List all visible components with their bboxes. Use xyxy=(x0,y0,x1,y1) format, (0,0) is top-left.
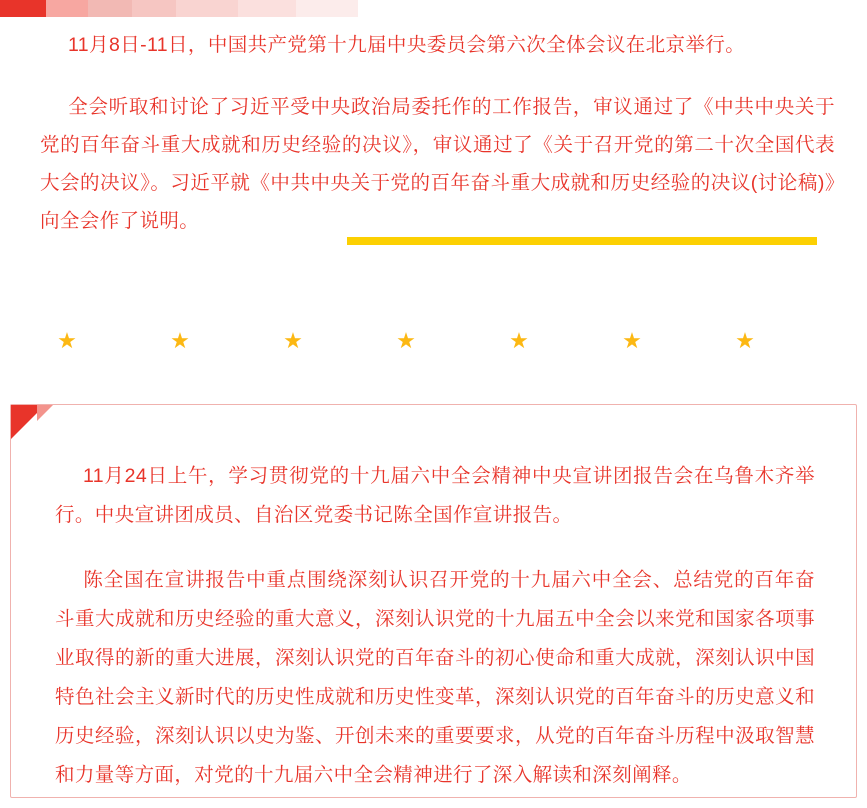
top-ribbon-decoration xyxy=(0,0,358,17)
paragraph-text: 11月8日-11日，中国共产党第十九届中央委员会第六次全体会议在北京举行。 xyxy=(68,34,746,56)
star-divider xyxy=(56,330,756,352)
paragraph xyxy=(55,457,815,535)
star-icon: ★ xyxy=(396,328,416,353)
card-corner-pink-triangle xyxy=(37,405,53,421)
paragraph-text: 陈全国在宣讲报告中重点围绕深刻认识召开党的十九届六中全会、总结党的百年奋斗重大成就和历史经验的重大意义，深刻认识党的十九届五中全会以来党和国家各项事业取得的新的重大进展，深刻认识党的百年奋斗的初心使命和重大成就，深刻认识中国特色社会主义新时代的历史性成就和历史性变革，深刻认识党的百年奋斗的历史意义和历史经验，深刻认识以史为鉴、开创未来的重要要求，从党的百年奋斗历程中汲取智慧和力量等方面，对党的十九届六中全会精神进行了深入解读和深刻阐释。 xyxy=(55,569,815,786)
paragraph xyxy=(40,26,835,64)
paragraph-text: 11月24日上午，学习贯彻党的十九届六中全会精神中央宣讲团报告会在乌鲁木齐举行。中央宣讲团成员、自治区党委书记陈全国作宣讲报告。 xyxy=(55,465,815,526)
top-section xyxy=(0,0,867,392)
bottom-card-body xyxy=(55,457,815,795)
yellow-underline-bar xyxy=(347,237,817,245)
star-icon: ★ xyxy=(283,328,303,353)
star-icon: ★ xyxy=(622,328,642,353)
paragraph-text: 全会听取和讨论了习近平受中央政治局委托作的工作报告，审议通过了《中共中央关于党的百年奋斗重大成就和历史经验的决议》，审议通过了《关于召开党的第二十次全国代表大会的决议》。习近平就《中共中央关于党的百年奋斗重大成就和历史经验的决议(讨论稿)》向全会作了说明。 xyxy=(40,96,835,232)
paragraph xyxy=(40,88,835,240)
star-icon: ★ xyxy=(170,328,190,353)
top-corner-block xyxy=(0,0,46,17)
star-icon: ★ xyxy=(735,328,755,353)
star-icon: ★ xyxy=(509,328,529,353)
star-icon: ★ xyxy=(57,328,77,353)
bottom-card xyxy=(10,404,857,798)
top-section-body xyxy=(40,26,835,240)
paragraph xyxy=(55,561,815,795)
